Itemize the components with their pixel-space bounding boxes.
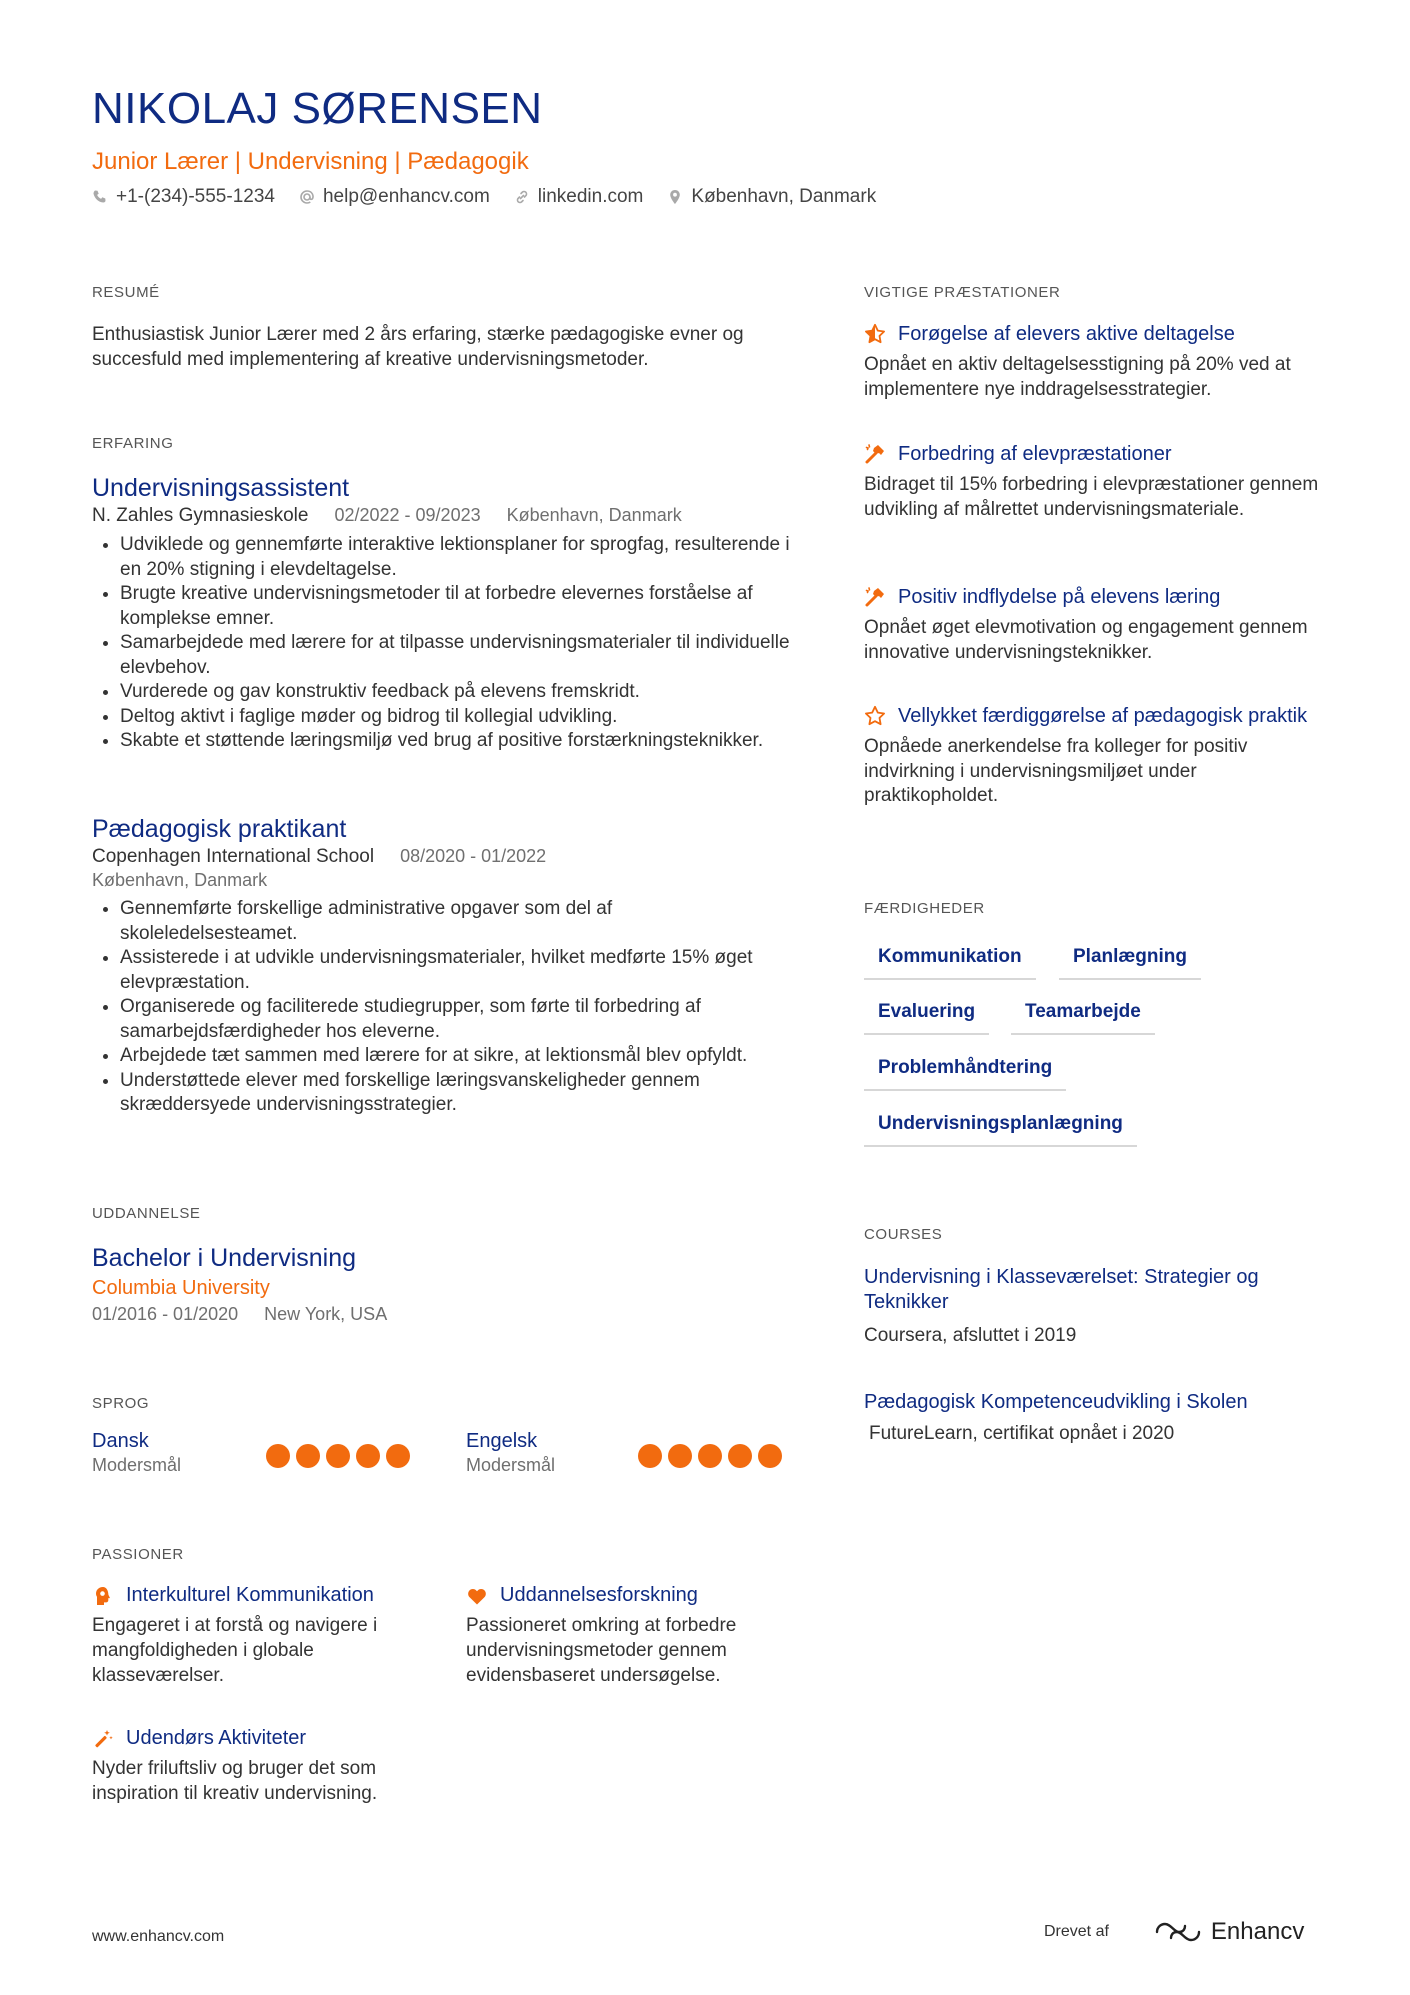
achievement-header bbox=[864, 322, 1324, 347]
job-bullet: • Organiserede og faciliterede studiegrupper, som førte til forbedring af samarbejdsfærdigheder hos eleverne. bbox=[120, 995, 792, 1044]
achievement-title: Forbedring af elevpræstationer bbox=[898, 443, 1172, 465]
course-description: Coursera, afsluttet i 2019 bbox=[864, 1325, 1077, 1346]
job-meta bbox=[92, 846, 792, 868]
passion-header bbox=[92, 1727, 422, 1750]
experience-section-title: ERFARING bbox=[92, 435, 174, 452]
job-bullet: • Skabte et støttende læringsmiljø ved brug af positive forstærkningsteknikker. bbox=[120, 729, 792, 754]
email-text: help@enhancv.com bbox=[322, 186, 490, 207]
education-entry bbox=[92, 1244, 792, 1325]
rating-dot bbox=[326, 1444, 350, 1468]
languages-section-title: SPROG bbox=[92, 1395, 150, 1412]
powered-by-label: Drevet af bbox=[1044, 1923, 1109, 1940]
job-bullet: • Udviklede og gennemførte interaktive lektionsplaner for sprogfag, resulterende i en 20% stigning i elevdeltagelse. bbox=[120, 533, 792, 582]
star-outline-icon bbox=[864, 705, 886, 727]
resume-summary: Enthusiastisk Junior Lærer med 2 års erfaring, stærke pædagogiske evner og succesfuld med implementering af kreative undervisningsmetoder. bbox=[92, 324, 744, 370]
achievement-item bbox=[864, 322, 1324, 402]
skill-tag: Kommunikation bbox=[864, 946, 1036, 980]
rating-dot bbox=[638, 1444, 662, 1468]
education-section-title: UDDANNELSE bbox=[92, 1205, 201, 1222]
passion-item bbox=[92, 1727, 422, 1806]
footer-url[interactable]: www.enhancv.com bbox=[92, 1928, 225, 1945]
language-item bbox=[92, 1430, 412, 1476]
achievement-header bbox=[864, 704, 1324, 729]
contact-location bbox=[667, 186, 876, 208]
brand-logo bbox=[1155, 1918, 1304, 1946]
passion-title: Interkulturel Kommunikation bbox=[126, 1584, 374, 1606]
achievement-item bbox=[864, 442, 1324, 522]
achievement-item bbox=[864, 585, 1324, 665]
job-entry bbox=[92, 815, 792, 1118]
course-title: Pædagogisk Kompetenceudvikling i Skolen bbox=[864, 1391, 1248, 1413]
passion-header bbox=[466, 1584, 796, 1607]
course-title: Undervisning i Klasseværelset: Strategier og Teknikker bbox=[864, 1266, 1259, 1313]
language-item bbox=[466, 1430, 796, 1476]
passion-header bbox=[92, 1584, 422, 1607]
resume-section-title: RESUMÉ bbox=[92, 284, 160, 301]
job-bullet: • Samarbejdede med lærere for at tilpasse undervisningsmaterialer til individuelle elevbehov. bbox=[120, 631, 792, 680]
job-company: N. Zahles Gymnasieskole bbox=[92, 505, 309, 526]
skill-tag: Planlægning bbox=[1059, 946, 1201, 980]
location-text: København, Danmark bbox=[691, 186, 877, 207]
language-name: Engelsk bbox=[466, 1430, 538, 1452]
rating-dot bbox=[296, 1444, 320, 1468]
candidate-subtitle: Junior Lærer | Undervisning | Pædagogik bbox=[92, 148, 529, 175]
rating-dot bbox=[668, 1444, 692, 1468]
rating-dot bbox=[266, 1444, 290, 1468]
job-bullet: • Brugte kreative undervisningsmetoder til at forbedre elevernes forståelse af komplekse emner. bbox=[120, 582, 792, 631]
job-title: Pædagogisk praktikant bbox=[92, 815, 347, 843]
job-bullet: • Assisterede i at udvikle undervisningsmaterialer, hvilket medførte 15% øget elevpræstation. bbox=[120, 946, 792, 995]
education-dates: 01/2016 - 01/2020 bbox=[92, 1304, 239, 1324]
job-bullets bbox=[92, 533, 792, 754]
linkedin-text: linkedin.com bbox=[537, 186, 644, 207]
job-meta bbox=[92, 505, 792, 527]
language-level: Modersmål bbox=[466, 1455, 556, 1475]
passion-description: Passioneret omkring at forbedre undervisningsmetoder gennem evidensbaseret undersøgelse. bbox=[466, 1615, 737, 1686]
rating-dot bbox=[386, 1444, 410, 1468]
contact-email[interactable] bbox=[299, 186, 490, 208]
phone-text: +1-(234)-555-1234 bbox=[116, 186, 275, 207]
star-half-icon bbox=[864, 323, 886, 345]
skill-tag: Evaluering bbox=[864, 1001, 989, 1035]
contact-linkedin[interactable] bbox=[514, 186, 644, 208]
education-school: Columbia University bbox=[92, 1277, 270, 1299]
enhancv-logo-icon bbox=[1155, 1920, 1201, 1944]
magic-wand-icon bbox=[92, 1728, 114, 1750]
link-icon bbox=[514, 189, 530, 205]
at-icon bbox=[299, 189, 315, 205]
job-bullet: • Vurderede og gav konstruktiv feedback på elevens fremskridt. bbox=[120, 680, 792, 705]
skills-section-title: FÆRDIGHEDER bbox=[864, 900, 985, 917]
achievement-title: Forøgelse af elevers aktive deltagelse bbox=[898, 323, 1235, 345]
passion-description: Nyder friluftsliv og bruger det som inspiration til kreativ undervisning. bbox=[92, 1758, 378, 1804]
achievement-description: Bidraget til 15% forbedring i elevpræstationer gennem udvikling af målrettet undervisningsmateriale. bbox=[864, 474, 1319, 520]
footer-branding bbox=[1044, 1918, 1304, 1946]
job-entry bbox=[92, 474, 792, 754]
language-name: Dansk bbox=[92, 1430, 149, 1452]
achievement-description: Opnået øget elevmotivation og engagement gennem innovative undervisningsteknikker. bbox=[864, 617, 1308, 663]
passions-section-title: PASSIONER bbox=[92, 1546, 184, 1563]
achievements-section-title: VIGTIGE PRÆSTATIONER bbox=[864, 284, 1061, 301]
rating-dot bbox=[356, 1444, 380, 1468]
rating-dot bbox=[728, 1444, 752, 1468]
job-location: København, Danmark bbox=[506, 505, 682, 525]
education-degree: Bachelor i Undervisning bbox=[92, 1244, 357, 1272]
job-bullet: • Arbejdede tæt sammen med lærere for at sikre, at lektionsmål blev opfyldt. bbox=[120, 1044, 792, 1069]
skill-tag: Teamarbejde bbox=[1011, 1001, 1155, 1035]
passion-item bbox=[92, 1584, 422, 1688]
passion-title: Uddannelsesforskning bbox=[500, 1584, 698, 1606]
achievement-description: Opnået en aktiv deltagelsesstigning på 20% ved at implementere nye inddragelsesstrategier. bbox=[864, 354, 1291, 400]
achievement-description: Opnåede anerkendelse fra kolleger for positiv indvirkning i undervisningsmiljøet under praktikopholdet. bbox=[864, 736, 1248, 806]
course-description: FutureLearn, certifikat opnået i 2020 bbox=[869, 1423, 1175, 1444]
education-location: New York, USA bbox=[264, 1304, 388, 1324]
courses-section-title: COURSES bbox=[864, 1226, 943, 1243]
skill-tag: Undervisningsplanlægning bbox=[864, 1113, 1137, 1147]
job-bullet: • Deltog aktivt i faglige møder og bidrog til kollegial udvikling. bbox=[120, 705, 792, 730]
passion-title: Udendørs Aktiviteter bbox=[126, 1727, 307, 1749]
brand-name: Enhancv bbox=[1210, 1918, 1305, 1945]
contact-bar bbox=[92, 186, 876, 208]
language-rating bbox=[638, 1444, 782, 1468]
course-item bbox=[864, 1265, 1324, 1348]
job-bullets bbox=[92, 897, 792, 1118]
education-meta bbox=[92, 1304, 792, 1325]
language-rating bbox=[266, 1444, 410, 1468]
rating-dot bbox=[758, 1444, 782, 1468]
location-pin-icon bbox=[667, 189, 683, 205]
course-item bbox=[864, 1390, 1324, 1446]
passion-description: Engageret i at forstå og navigere i mangfoldigheden i globale klasseværelser. bbox=[92, 1615, 378, 1686]
contact-phone[interactable] bbox=[92, 186, 275, 208]
job-dates: 08/2020 - 01/2022 bbox=[400, 846, 547, 866]
achievement-title: Positiv indflydelse på elevens læring bbox=[898, 586, 1221, 608]
heart-icon bbox=[466, 1585, 488, 1607]
achievement-header bbox=[864, 585, 1324, 610]
job-location: København, Danmark bbox=[92, 870, 268, 890]
language-level: Modersmål bbox=[92, 1455, 182, 1475]
hammer-icon bbox=[864, 586, 886, 608]
rating-dot bbox=[698, 1444, 722, 1468]
candidate-name: NIKOLAJ SØRENSEN bbox=[92, 84, 543, 133]
job-title: Undervisningsassistent bbox=[92, 474, 350, 502]
job-bullet: • Understøttede elever med forskellige læringsvanskeligheder gennem skræddersyede undervisningsstrategier. bbox=[120, 1069, 792, 1118]
job-company: Copenhagen International School bbox=[92, 846, 375, 867]
job-dates: 02/2022 - 09/2023 bbox=[334, 505, 481, 525]
achievement-item bbox=[864, 704, 1324, 809]
phone-icon bbox=[92, 189, 108, 205]
passion-item bbox=[466, 1584, 796, 1688]
achievement-header bbox=[864, 442, 1324, 467]
job-bullet: • Gennemførte forskellige administrative opgaver som del af skoleledelsesteamet. bbox=[120, 897, 792, 946]
head-icon bbox=[92, 1585, 114, 1607]
hammer-icon bbox=[864, 443, 886, 465]
achievement-title: Vellykket færdiggørelse af pædagogisk praktik bbox=[898, 705, 1308, 727]
skill-tag: Problemhåndtering bbox=[864, 1057, 1066, 1091]
